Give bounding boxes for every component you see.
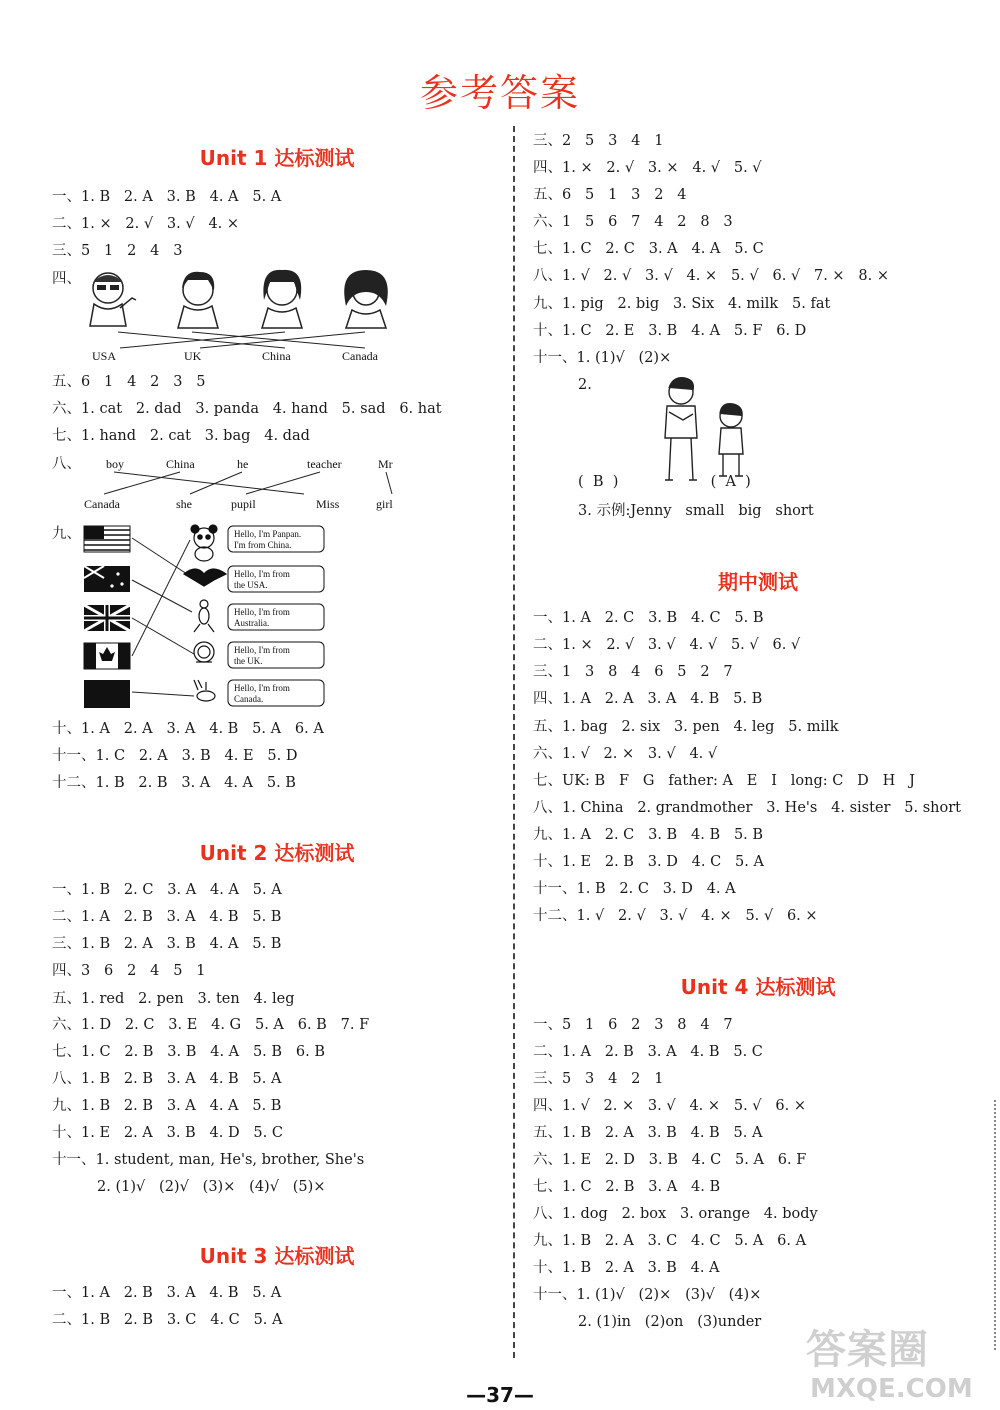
midterm-q6: 六、1. √ 2. × 3. √ 4. √ bbox=[533, 746, 718, 762]
unit2-q7: 七、1. C 2. B 3. B 4. A 5. B 6. B bbox=[52, 1044, 325, 1060]
unit1-q12: 十二、1. B 2. B 3. A 4. A 5. B bbox=[52, 775, 296, 791]
midterm-q3: 三、1 3 8 4 6 5 2 7 bbox=[533, 664, 733, 680]
bubble3-line1: Hello, I'm from bbox=[234, 607, 290, 617]
page-number: —37— bbox=[466, 1383, 534, 1407]
unit3-q6: 六、1 5 6 7 4 2 8 3 bbox=[533, 214, 733, 230]
unit1-title: Unit 1 达标测试 bbox=[199, 146, 355, 170]
unit4-q1: 一、5 1 6 2 3 8 4 7 bbox=[533, 1017, 733, 1033]
q8-word-boy: boy bbox=[106, 457, 124, 471]
unit3-q3: 三、2 5 3 4 1 bbox=[533, 133, 664, 149]
unit4-q3: 三、5 3 4 2 1 bbox=[533, 1071, 664, 1087]
unit1-q4: 四、 bbox=[52, 271, 81, 287]
midterm-q10: 十、1. E 2. B 3. D 4. C 5. A bbox=[533, 854, 764, 870]
unit3-q5: 五、6 5 1 3 2 4 bbox=[533, 187, 687, 203]
unit1-q11: 十一、1. C 2. A 3. B 4. E 5. D bbox=[52, 748, 298, 764]
panda-icon bbox=[191, 525, 217, 561]
flag-china-icon bbox=[84, 680, 130, 708]
unit2-q3: 三、1. B 2. A 3. B 4. A 5. B bbox=[52, 936, 282, 952]
country-canada: Canada bbox=[342, 349, 378, 363]
flag-australia-icon bbox=[84, 566, 130, 592]
unit4-q4: 四、1. √ 2. × 3. √ 4. × 5. √ 6. × bbox=[533, 1098, 806, 1114]
unit4-q2: 二、1. A 2. B 3. A 4. B 5. C bbox=[533, 1044, 763, 1060]
unit1-q10: 十、1. A 2. A 3. A 4. B 5. A 6. A bbox=[52, 721, 324, 737]
bubble4-line1: Hello, I'm from bbox=[234, 645, 290, 655]
unit3-q1: 一、1. A 2. B 3. A 4. B 5. A bbox=[52, 1285, 282, 1301]
kangaroo-icon bbox=[194, 600, 214, 632]
unit1-q6: 六、1. cat 2. dad 3. panda 4. hand 5. sad 6. hat bbox=[52, 401, 442, 417]
unit4-q8: 八、1. dog 2. box 3. orange 4. body bbox=[533, 1206, 818, 1222]
q8-matching-lines bbox=[104, 472, 392, 494]
q8-word-she: she bbox=[176, 497, 192, 511]
unit2-q4: 四、3 6 2 4 5 1 bbox=[52, 963, 206, 979]
unit2-q8: 八、1. B 2. B 3. A 4. B 5. A bbox=[52, 1071, 282, 1087]
bubble5-line2: Canada. bbox=[234, 694, 264, 704]
country-usa: USA bbox=[92, 349, 117, 363]
midterm-q5: 五、1. bag 2. six 3. pen 4. leg 5. milk bbox=[533, 719, 839, 735]
unit2-q9: 九、1. B 2. B 3. A 4. A 5. B bbox=[52, 1098, 282, 1114]
unit3-q8: 八、1. √ 2. √ 3. √ 4. × 5. √ 6. √ 7. × 8. × bbox=[533, 268, 889, 284]
unit2-q5: 五、1. red 2. pen 3. ten 4. leg bbox=[52, 991, 295, 1007]
unit4-q7: 七、1. C 2. B 3. A 4. B bbox=[533, 1179, 721, 1195]
watermark-site: MXQE.COM bbox=[810, 1374, 973, 1404]
watermark-main: 答案圈 bbox=[806, 1327, 929, 1373]
unit2-q2: 二、1. A 2. B 3. A 4. B 5. B bbox=[52, 909, 282, 925]
unit3-q7: 七、1. C 2. C 3. A 4. A 5. C bbox=[533, 241, 764, 257]
bubble5-line1: Hello, I'm from bbox=[234, 683, 290, 693]
girl-sunglasses-figure bbox=[90, 273, 136, 326]
unit1-q8: 八、 bbox=[52, 456, 81, 472]
unit1-q8-figure bbox=[80, 452, 440, 514]
unit1-q1: 一、1. B 2. A 3. B 4. A 5. A bbox=[52, 189, 282, 205]
q8-word-canada: Canada bbox=[84, 497, 120, 511]
unit1-q2: 二、1. × 2. √ 3. √ 4. × bbox=[52, 216, 240, 232]
unit4-q10: 十、1. B 2. A 3. B 4. A bbox=[533, 1260, 720, 1276]
midterm-q4: 四、1. A 2. A 3. A 4. B 5. B bbox=[533, 691, 763, 707]
unit2-q1: 一、1. B 2. C 3. A 4. A 5. A bbox=[52, 882, 282, 898]
midterm-q2: 二、1. × 2. √ 3. √ 4. √ 5. √ 6. √ bbox=[533, 637, 801, 653]
midterm-q8: 八、1. China 2. grandmother 3. He's 4. sister 5. short bbox=[533, 800, 961, 816]
midterm-q11: 十一、1. B 2. C 3. D 4. A bbox=[533, 881, 736, 897]
bubble2-line2: the USA. bbox=[234, 580, 268, 590]
q8-word-teacher: teacher bbox=[307, 457, 342, 471]
q8-word-girl: girl bbox=[376, 497, 393, 511]
unit3-title: Unit 3 达标测试 bbox=[199, 1244, 355, 1268]
unit2-q6: 六、1. D 2. C 3. E 4. G 5. A 6. B 7. F bbox=[52, 1017, 370, 1033]
midterm-q9: 九、1. A 2. C 3. B 4. B 5. B bbox=[533, 827, 764, 843]
flag-canada-icon bbox=[84, 643, 130, 669]
unit4-q11-part2: 2. (1)in (2)on (3)under bbox=[578, 1314, 762, 1330]
unit1-q5: 五、6 1 4 2 3 5 bbox=[52, 374, 206, 390]
column-divider bbox=[513, 126, 515, 1358]
midterm-q1: 一、1. A 2. C 3. B 4. C 5. B bbox=[533, 610, 764, 626]
unit4-title: Unit 4 达标测试 bbox=[680, 975, 836, 999]
bubble4-line2: the UK. bbox=[234, 656, 263, 666]
unit1-q7: 七、1. hand 2. cat 3. bag 4. dad bbox=[52, 428, 310, 444]
q8-word-miss: Miss bbox=[316, 497, 340, 511]
page-edge-dots bbox=[994, 1100, 996, 1350]
lion-icon bbox=[194, 642, 214, 662]
bubble1-line2: I'm from China. bbox=[234, 540, 292, 550]
bubble3-line2: Australia. bbox=[234, 618, 270, 628]
midterm-q12: 十二、1. √ 2. √ 3. √ 4. × 5. √ 6. × bbox=[533, 908, 818, 924]
unit4-q5: 五、1. B 2. A 3. B 4. B 5. A bbox=[533, 1125, 763, 1141]
unit3-q11-part2: 2. bbox=[578, 377, 592, 393]
unit2-q11: 十一、1. student, man, He's, brother, She's bbox=[52, 1152, 365, 1168]
unit4-q9: 九、1. B 2. A 3. C 4. C 5. A 6. A bbox=[533, 1233, 807, 1249]
unit3-q9: 九、1. pig 2. big 3. Six 4. milk 5. fat bbox=[533, 296, 831, 312]
q8-word-he: he bbox=[237, 457, 249, 471]
unit1-q9-figure bbox=[82, 520, 342, 712]
unit3-q10: 十、1. C 2. E 3. B 4. A 5. F 6. D bbox=[533, 323, 807, 339]
unit3-q11-part3: 3. 示例:Jenny small big short bbox=[578, 503, 814, 519]
page-title: 参考答案 bbox=[419, 71, 580, 115]
unit3-q11-figure bbox=[653, 376, 763, 488]
moose-icon bbox=[194, 680, 215, 701]
unit1-q9: 九、 bbox=[52, 526, 81, 542]
unit2-q10: 十、1. E 2. A 3. B 4. D 5. C bbox=[52, 1125, 283, 1141]
unit3-q11-answer-labels: ( B ) ( A ) bbox=[578, 474, 751, 490]
bubble1-line1: Hello, I'm Panpan. bbox=[234, 529, 302, 539]
unit1-q4-figure bbox=[80, 266, 440, 366]
q8-word-pupil: pupil bbox=[231, 497, 256, 511]
girl-curly-hair-figure bbox=[344, 270, 388, 328]
q8-word-mr: Mr bbox=[378, 457, 393, 471]
unit3-q11: 十一、1. (1)√ (2)× bbox=[533, 350, 672, 366]
midterm-q7: 七、UK: B F G father: A E I long: C D H J bbox=[533, 773, 915, 789]
tall-boy-figure bbox=[665, 378, 697, 480]
q8-word-china: China bbox=[166, 457, 195, 471]
flag-usa-icon bbox=[84, 526, 130, 552]
q9-matching-lines bbox=[132, 538, 194, 696]
watermark-logo bbox=[806, 1318, 996, 1408]
midterm-title: 期中测试 bbox=[718, 570, 798, 594]
country-uk: UK bbox=[184, 349, 202, 363]
unit2-title: Unit 2 达标测试 bbox=[199, 841, 355, 865]
flag-uk-icon bbox=[84, 605, 130, 631]
unit1-q3: 三、5 1 2 4 3 bbox=[52, 243, 183, 259]
country-china: China bbox=[262, 349, 291, 363]
unit2-q11-part2: 2. (1)√ (2)√ (3)× (4)√ (5)× bbox=[97, 1179, 326, 1195]
matching-lines bbox=[118, 332, 365, 348]
q9-animals bbox=[184, 525, 226, 701]
short-boy-figure bbox=[719, 404, 743, 476]
q9-bubbles bbox=[228, 526, 324, 706]
girl-short-hair-figure bbox=[262, 270, 302, 328]
unit3-q2: 二、1. B 2. B 3. C 4. C 5. A bbox=[52, 1312, 283, 1328]
unit4-q11: 十一、1. (1)√ (2)× (3)√ (4)× bbox=[533, 1287, 762, 1303]
boy-figure bbox=[178, 272, 218, 328]
unit4-q6: 六、1. E 2. D 3. B 4. C 5. A 6. F bbox=[533, 1152, 807, 1168]
bubble2-line1: Hello, I'm from bbox=[234, 569, 290, 579]
unit3-q4: 四、1. × 2. √ 3. × 4. √ 5. √ bbox=[533, 160, 762, 176]
eagle-icon bbox=[184, 569, 226, 586]
